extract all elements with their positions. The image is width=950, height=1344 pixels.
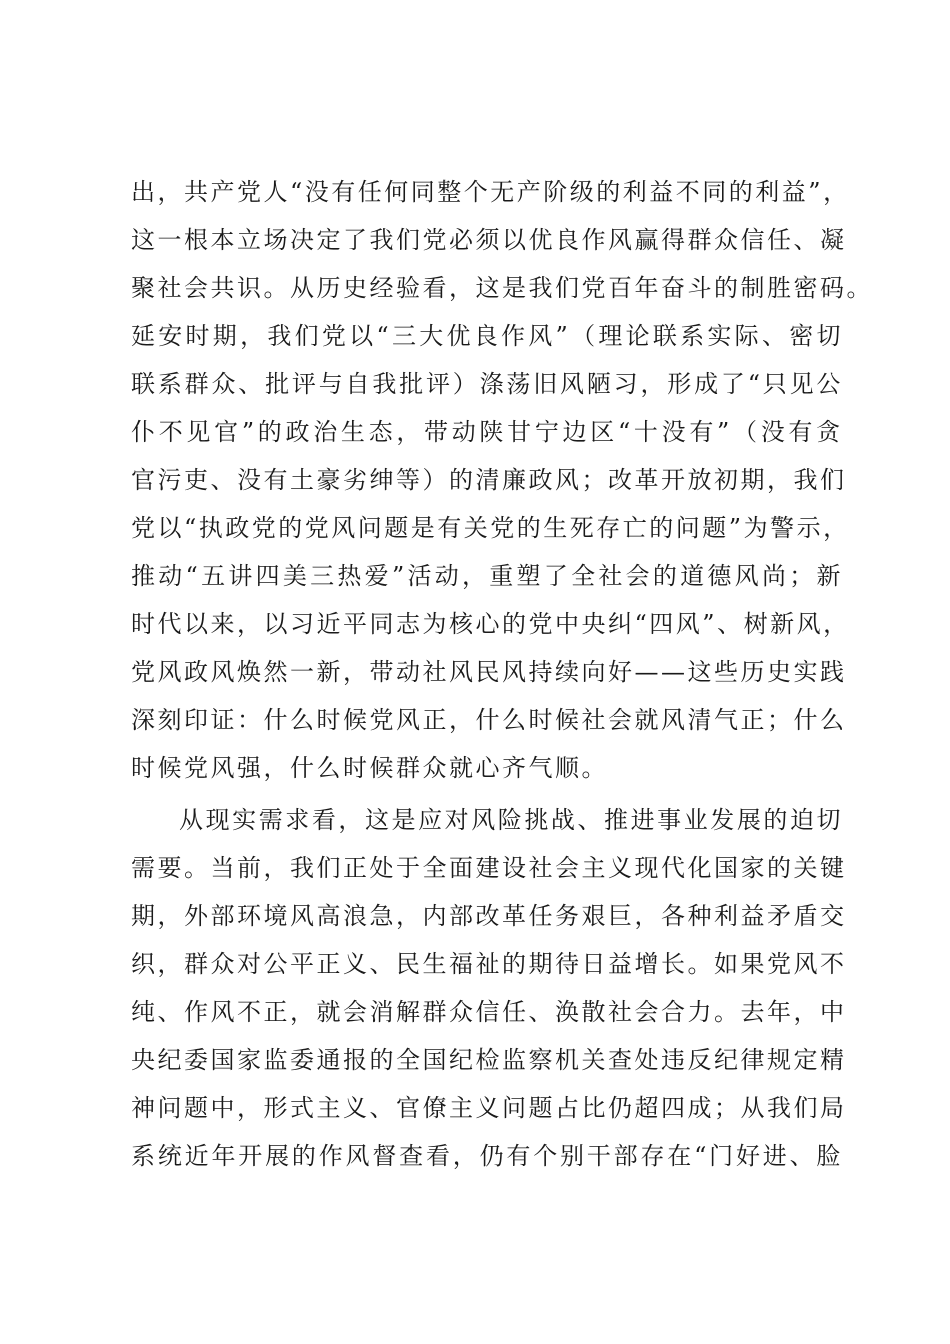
text-line: 从 现 实 需 求 看 ， 这 是 应 对 风 险 挑 战 、 推 进 事 业 发 展 的 迫 切 bbox=[179, 806, 843, 834]
text-line: 深 刻 印 证 ： 什 么 时 候 党 风 正 ， 什 么 时 候 社 会 就 风 清 气 正 ； 什 么 bbox=[131, 706, 847, 734]
text-line: 时 代 以 来 ， 以 习 近 平 同 志 为 核 心 的 党 中 央 纠 “ 四 风 ” 、 树 新 风 ， bbox=[131, 610, 850, 638]
text-line: 央 纪 委 国 家 监 委 通 报 的 全 国 纪 检 监 察 机 关 查 处 违 反 纪 律 规 定 精 bbox=[131, 1046, 847, 1074]
text-line: 联 系 群 众 、 批 评 与 自 我 批 评 ） 涤 荡 旧 风 陋 习 ， 形 成 了 “ 只 见 公 bbox=[131, 370, 843, 398]
text-line: 神 问 题 中 ， 形 式 主 义 、 官 僚 主 义 问 题 占 比 仍 超 四 成 ； 从 我 们 局 bbox=[131, 1094, 847, 1122]
paragraph-history bbox=[131, 168, 873, 792]
text-line: 官 污 吏 、 没 有 土 豪 劣 绅 等 ） 的 清 廉 政 风 ； 改 革 开 放 初 期 ， 我 们 bbox=[131, 466, 847, 494]
text-line: 党 以 “ 执 政 党 的 党 风 问 题 是 有 关 党 的 生 死 存 亡 的 问 题 ” 为 警 示 ， bbox=[131, 514, 850, 542]
text-line: 党 风 政 风 焕 然 一 新 ， 带 动 社 风 民 风 持 续 向 好 — — 这 些 历 史 实 践 bbox=[131, 658, 847, 686]
text-line: 期 ， 外 部 环 境 风 高 浪 急 ， 内 部 改 革 任 务 艰 巨 ， 各 种 利 益 矛 盾 交 bbox=[131, 902, 847, 930]
text-line: 聚 社 会 共 识 。 从 历 史 经 验 看 ， 这 是 我 们 党 百 年 奋 斗 的 制 胜 密 码 。 bbox=[131, 274, 873, 302]
text-line: 织 ， 群 众 对 公 平 正 义 、 民 生 福 祉 的 期 待 日 益 增 长 。 如 果 党 风 不 bbox=[131, 950, 847, 978]
text-line: 推 动 “ 五 讲 四 美 三 热 爱 ” 活 动 ， 重 塑 了 全 社 会 的 道 德 风 尚 ； 新 bbox=[131, 562, 843, 590]
text-line: 时候党风强，什么时候群众就心齐气顺。 bbox=[131, 754, 608, 782]
text-line: 需 要 。 当 前 ， 我 们 正 处 于 全 面 建 设 社 会 主 义 现 代 化 国 家 的 关 键 bbox=[131, 854, 847, 882]
text-line: 这 一 根 本 立 场 决 定 了 我 们 党 必 须 以 优 良 作 风 赢 得 群 众 信 任 、 凝 bbox=[131, 226, 847, 254]
text-line: 纯 、 作 风 不 正 ， 就 会 消 解 群 众 信 任 、 涣 散 社 会 合 力 。 去 年 ， 中 bbox=[131, 998, 847, 1026]
text-line: 仆 不 见 官 ” 的 政 治 生 态 ， 带 动 陕 甘 宁 边 区 “ 十 没 有 ” （ 没 有 贪 bbox=[131, 418, 843, 446]
text-line: 延 安 时 期 ， 我 们 党 以 “ 三 大 优 良 作 风 ” （ 理 论 联 系 实 际 、 密 切 bbox=[131, 322, 843, 350]
text-line: 系 统 近 年 开 展 的 作 风 督 查 看 ， 仍 有 个 别 干 部 存 在 “ 门 好 进 、 脸 bbox=[131, 1142, 843, 1170]
paragraph-reality bbox=[131, 796, 847, 1180]
text-line: 出 ， 共 产 党 人 “ 没 有 任 何 同 整 个 无 产 阶 级 的 利 益 不 同 的 利 益 ” ， bbox=[131, 178, 850, 206]
